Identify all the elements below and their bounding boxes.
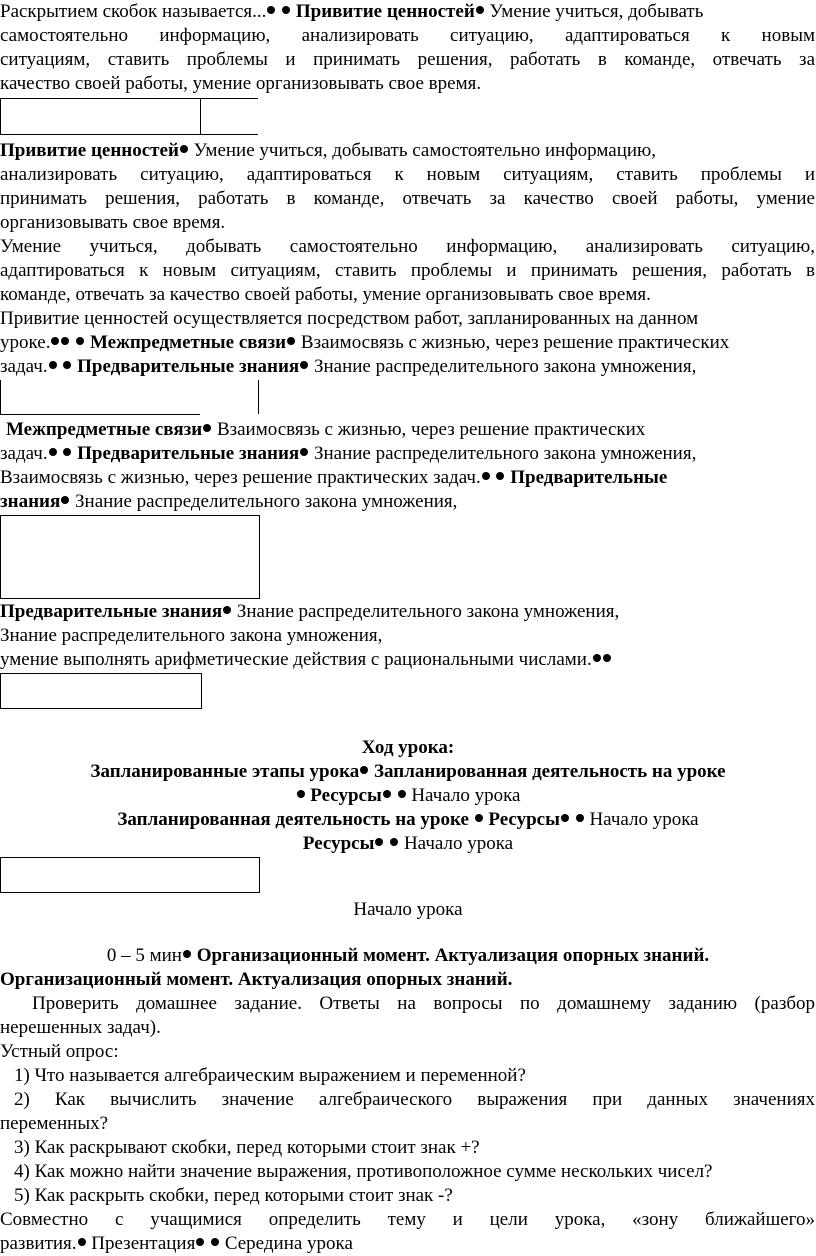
text-line (0, 833, 816, 855)
bold-label: Ресурсы (302, 833, 375, 854)
table-rule (0, 98, 258, 99)
text-span: умение выполнять арифметические действия с рациональными числами. (0, 649, 592, 670)
list-item: 5) Как раскрыть скобки, перед которыми стоит знак -? (14, 1185, 453, 1206)
bullet-icon (282, 6, 290, 14)
text-line (0, 356, 696, 378)
text-span: Умение учиться, добывать самостоятельно информацию, (193, 140, 656, 161)
text-line: Привитие ценностей осуществляется посредством работ, запланированных на данном (0, 308, 699, 329)
text-line: организовывать свое время. (0, 212, 226, 233)
table-rule (200, 98, 201, 135)
empty-table-cell (0, 857, 260, 893)
text-line (0, 443, 696, 465)
bold-label: Запланированная деятельность на уроке (117, 809, 469, 830)
bullet-icon (603, 654, 611, 662)
bold-label: Запланированная деятельность на уроке (374, 761, 726, 782)
bold-label: Организационный момент. Актуализация опорных знаний. (196, 945, 710, 966)
text-line (0, 332, 729, 354)
list-item: 3) Как раскрывают скобки, перед которыми стоит знак +? (14, 1137, 480, 1158)
bold-label: Межпредметные связи (89, 332, 287, 353)
list-item: 4) Как можно найти значение выражения, противоположное сумме нескольких чисел? (14, 1161, 713, 1182)
text-line: нерешенных задач). (0, 1017, 161, 1038)
bold-label: знания (0, 491, 61, 512)
bullet-icon (475, 814, 483, 822)
text-line: ситуациям, ставить проблемы и принимать решения, работать в команде, отвечать за (0, 49, 815, 70)
bullet-icon (196, 1238, 204, 1246)
bullet-icon (375, 838, 383, 846)
text-span: Взаимосвязь с жизнью, через решение практических (216, 419, 646, 440)
bullet-icon (267, 6, 275, 14)
bold-label: Межпредметные связи (6, 419, 203, 440)
text-span: Начало урока (403, 833, 514, 854)
text-line (0, 969, 512, 991)
text-span: Взаимосвязь с жизнью, через решение практических задач. (0, 467, 481, 488)
text-line (0, 601, 619, 623)
table-rule (0, 134, 258, 135)
bullet-icon (297, 790, 305, 798)
bullet-icon (78, 1238, 86, 1246)
bold-label: Организационный момент. Актуализация опорных знаний. (0, 969, 513, 990)
text-span: Взаимосвязь с жизнью, через решение практических (300, 332, 730, 353)
text-span: Умение учиться, добывать (489, 1, 704, 22)
text-span: Раскрытием скобок называется... (0, 1, 267, 22)
text-span: Начало урока (411, 785, 521, 806)
table-rule (258, 380, 259, 414)
text-line: Знание распределительного закона умножения, (0, 625, 383, 646)
list-item: 2) Как вычислить значение алгебраического выражения при данных значениях (14, 1089, 815, 1110)
text-line: самостоятельно информацию, анализировать ситуацию, адаптироваться к новым (0, 25, 815, 46)
bullet-icon (63, 361, 71, 369)
text-span: Знание распределительного закона умножения, (313, 356, 697, 377)
bold-label: Ход урока: (361, 737, 455, 758)
bullet-icon (61, 337, 69, 345)
text-span: Знание распределительного закона умножения, (75, 491, 458, 512)
text-span: уроке. (0, 332, 51, 353)
bullet-icon (576, 814, 584, 822)
text-line: Умение учиться, добывать самостоятельно информацию, анализировать ситуацию, (0, 236, 815, 257)
text-line (6, 419, 645, 441)
text-span: Знание распределительного закона умножения, (313, 443, 697, 464)
text-line: качество своей работы, умение организовывать свое время. (0, 73, 482, 94)
text-span: Середина урока (224, 1233, 353, 1254)
text-line: команде, отвечать за качество своей работы, умение организовывать свое время. (0, 284, 651, 305)
bullet-icon (180, 145, 188, 153)
bold-label: Привитие ценностей (0, 140, 179, 161)
text-span: Начало урока (589, 809, 699, 830)
text-line (0, 1, 703, 23)
text-line (0, 1233, 353, 1255)
bold-label: Привитие ценностей (295, 1, 475, 22)
text-line: Устный опрос: (0, 1041, 119, 1062)
bullet-icon (496, 472, 504, 480)
bullet-icon (49, 448, 57, 456)
bullet-icon (76, 337, 84, 345)
text-line (0, 649, 612, 671)
text-span: задач. (0, 443, 48, 464)
text-span: Знание распределительного закона умножения, (236, 601, 620, 622)
text-line (0, 761, 816, 783)
bullet-icon (398, 790, 406, 798)
bullet-icon (51, 337, 59, 345)
bullet-icon (203, 424, 211, 432)
bold-label: Предварительные знания (0, 601, 223, 622)
bold-label: Предварительные знания (77, 443, 300, 464)
empty-table-cell (0, 673, 202, 709)
text-line (0, 785, 816, 807)
text-line: Совместно с учащимися определить тему и цели урока, «зону ближайшего» (0, 1209, 815, 1230)
text-line (0, 945, 816, 967)
empty-table-cell (0, 515, 260, 599)
list-item: 1) Что называется алгебраическим выражением и переменной? (14, 1065, 526, 1086)
bullet-icon (287, 337, 295, 345)
bullet-icon (482, 472, 490, 480)
list-item: переменных? (0, 1113, 109, 1134)
text-line: принимать решения, работать в команде, отвечать за качество своей работы, умение (0, 188, 815, 209)
bullet-icon (476, 6, 484, 14)
bullet-icon (300, 361, 308, 369)
bullet-icon (390, 838, 398, 846)
text-line: Проверить домашнее задание. Ответы на вопросы по домашнему заданию (разбор (32, 993, 815, 1014)
text-line: анализировать ситуацию, адаптироваться к новым ситуациям, ставить проблемы и (0, 164, 815, 185)
table-rule (0, 98, 1, 135)
table-rule (0, 380, 1, 414)
text-line (0, 809, 816, 831)
text-line: адаптироваться к новым ситуациям, ставить проблемы и принимать решения, работать в (0, 260, 815, 281)
bold-label: Предварительные знания (77, 356, 300, 377)
text-line (0, 140, 656, 162)
text-span: задач. (0, 356, 48, 377)
bullet-icon (49, 361, 57, 369)
bold-label: Запланированные этапы урока (90, 761, 360, 782)
bullet-icon (593, 654, 601, 662)
text-line: Начало урока (353, 899, 463, 920)
bullet-icon (211, 1238, 219, 1246)
text-span: 0 – 5 мин (106, 945, 182, 966)
text-line (0, 491, 457, 513)
text-span: развития. (0, 1233, 77, 1254)
bullet-icon (223, 606, 231, 614)
bullet-icon (300, 448, 308, 456)
bold-label: Ресурсы (488, 809, 560, 830)
text-line (0, 467, 667, 489)
section-title (0, 737, 816, 759)
bullet-icon (383, 790, 391, 798)
bold-label: Ресурсы (310, 785, 382, 806)
bullet-icon (561, 814, 569, 822)
bullet-icon (360, 766, 368, 774)
bullet-icon (63, 448, 71, 456)
text-span: Презентация (91, 1233, 196, 1254)
bullet-icon (183, 950, 191, 958)
bold-label: Предварительные (510, 467, 668, 488)
bullet-icon (61, 496, 69, 504)
table-rule (0, 414, 200, 415)
